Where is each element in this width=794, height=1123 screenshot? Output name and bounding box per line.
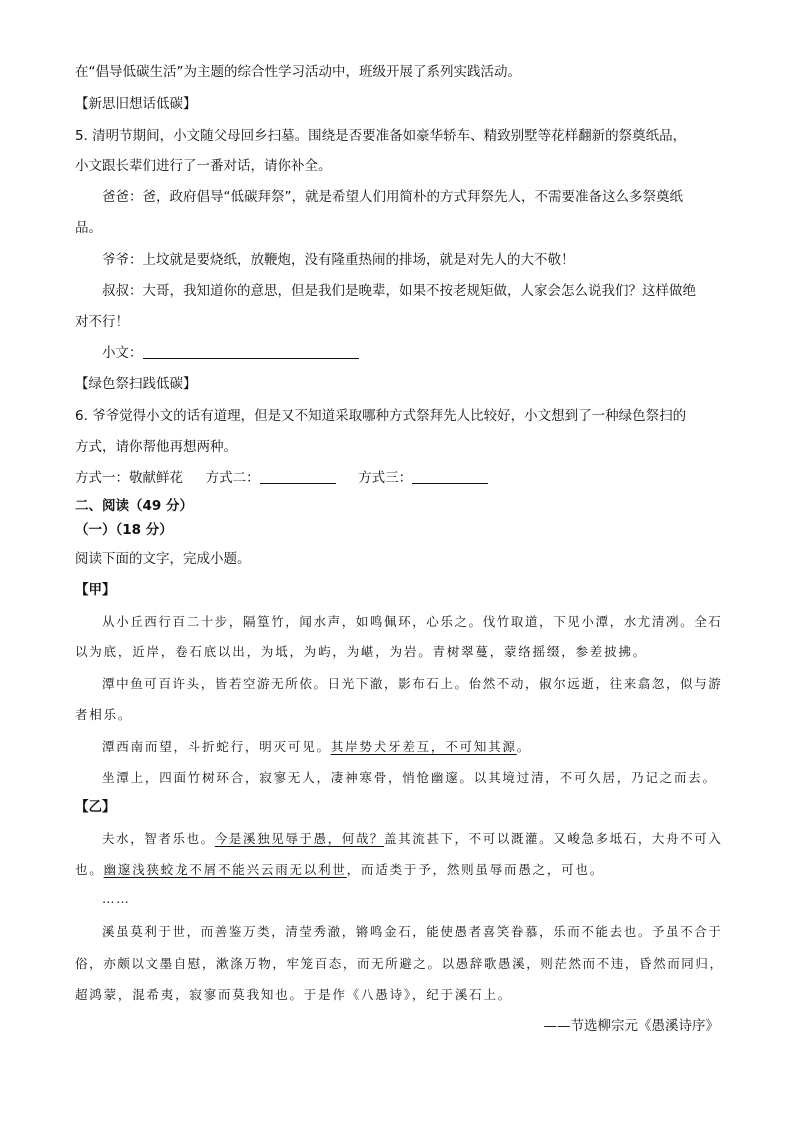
dad-line2: 品。 <box>75 220 102 236</box>
way3-blank[interactable] <box>412 468 488 484</box>
dad-line1: 爸爸：爸，政府倡导“低碳拜祭”，就是希望人们用简朴的方式拜祭先人，不需要准备这么多祭奠纸 <box>102 189 683 205</box>
jia-p2a: 潭中鱼可百许头，皆若空游无所依。日光下澈，影布石上。佁然不动，俶尔远逝，往来翕忽，似与游 <box>102 676 723 691</box>
jia-p3-post: 。 <box>516 739 532 754</box>
yi-p1-underlined: 今是溪独见辱于愚，何哉？ <box>214 831 385 846</box>
way1: 方式一：敬献鲜花 <box>75 470 183 486</box>
yi-label: 【乙】 <box>75 799 116 815</box>
q6-line2: 方式，请你帮他再想两种。 <box>75 439 237 455</box>
jia-p3-pre: 潭西南而望，斗折蛇行，明灭可见。 <box>102 739 331 754</box>
yi-ellipsis: …… <box>102 891 131 906</box>
way2-blank[interactable] <box>260 468 336 484</box>
yi-p1 <box>102 829 722 849</box>
section-b-title: 【绿色祭扫践低碳】 <box>75 376 197 392</box>
jia-p3-underlined: 其岸势犬牙差互，不可知其源 <box>330 739 517 754</box>
jia-p3 <box>102 737 531 757</box>
q5-line1: 5. 清明节期间，小文随父母回乡扫墓。围绕是否要准备如豪华轿车、精致别墅等花样翻新的祭奠纸品， <box>75 128 687 144</box>
grandpa-line: 爷爷：上坟就是要烧纸，放鞭炮，没有隆重热闹的排场，就是对先人的大不敬！ <box>102 252 575 268</box>
jia-p1b: 以为底，近岸，卷石底以出，为坻，为屿，为嵁，为岩。青树翠蔓，蒙络摇缀，参差披拂。 <box>75 644 648 659</box>
uncle-line1: 叔叔：大哥，我知道你的意思，但是我们是晚辈，如果不按老规矩做，人家会怎么说我们？这样做绝 <box>102 283 696 299</box>
q5-line2: 小文跟长辈们进行了一番对话，请你补全。 <box>75 158 332 174</box>
way2-label: 方式二： <box>205 470 260 486</box>
yi-p2-pre: 也。 <box>75 862 104 877</box>
yi-p3b: 俗，亦颇以文墨自慰，漱涤万物，牢笼百态，而无所避之。以愚辞歌愚溪，则茫然而不违，昏然而同归， <box>75 956 724 971</box>
uncle-line2: 对不行！ <box>75 314 129 330</box>
intro-line: 在“倡导低碳生活”为主题的综合性学习活动中，班级开展了系列实践活动。 <box>75 64 521 80</box>
instruction-line: 阅读下面的文字，完成小题。 <box>75 551 251 567</box>
xiaowen-line <box>102 343 359 363</box>
jia-p1a: 从小丘西行百二十步，隔篁竹，闻水声，如鸣佩环，心乐之。伐竹取道，下见小潭，水尤清冽。全石 <box>102 614 723 629</box>
yi-p2-underlined: 幽邃浅狭蛟龙不屑不能兴云雨无以利世 <box>103 862 347 877</box>
section-a-title: 【新思旧想话低碳】 <box>75 96 197 112</box>
source-citation: ——节选柳宗元《愚溪诗序》 <box>543 1018 719 1034</box>
jia-label: 【甲】 <box>75 582 116 598</box>
jia-p2b: 者相乐。 <box>75 707 133 722</box>
yi-p2 <box>75 860 604 880</box>
sub1-title: （一）（18 分） <box>75 522 173 538</box>
way3-label: 方式三： <box>358 470 413 486</box>
q6-line1: 6. 爷爷觉得小文的话有道理，但是又不知道采取哪种方式祭拜先人比较好，小文想到了一种绿色祭扫的 <box>75 408 687 424</box>
ways-line <box>75 468 488 488</box>
jia-p4: 坐潭上，四面竹树环合，寂寥无人，凄神寒骨，悄怆幽邃。以其境过清，不可久居，乃记之而去。 <box>102 770 717 785</box>
xiaowen-answer-blank[interactable] <box>143 343 359 359</box>
yi-p2-post: ，而适类于予，然则虽辱而愚之，可也。 <box>346 862 605 877</box>
yi-p1-pre: 夫水，智者乐也。 <box>102 831 215 846</box>
xiaowen-label: 小文： <box>102 345 143 361</box>
yi-p1-post: 盖其流甚下，不可以溉灌。又峻急多坻石，大舟不可入 <box>384 831 723 846</box>
yi-p3a: 溪虽莫利于世，而善鉴万类，清莹秀澈，锵鸣金石，能使愚者喜笑眷慕，乐而不能去也。予虽不合于 <box>102 924 723 939</box>
part2-title: 二、阅读（49 分） <box>75 498 193 514</box>
yi-p3c: 超鸿蒙，混希夷，寂寥而莫我知也。于是作《八愚诗》，纪于溪石上。 <box>75 987 513 1002</box>
